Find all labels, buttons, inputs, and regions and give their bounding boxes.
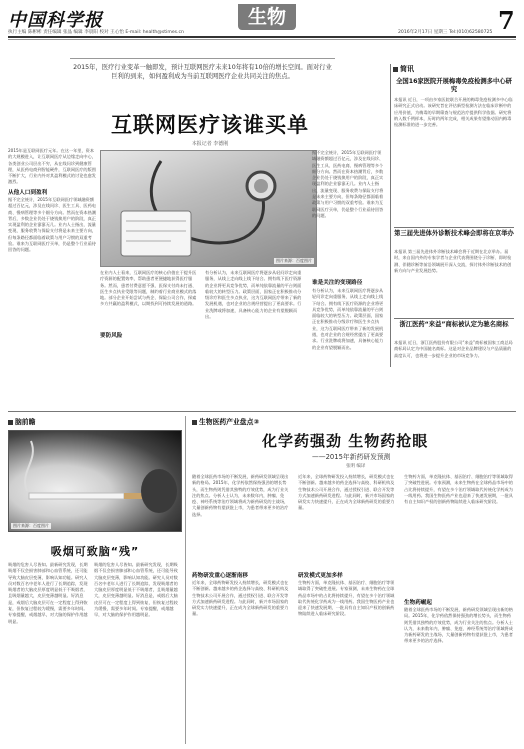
lower-main-subhead-2: 研发模式更加多样 xyxy=(298,573,343,579)
square-bullet-icon xyxy=(192,420,197,425)
sidebar-item-text-2: 本报讯 第三届先进体外诊断技术峰会将于近期在北京举办。届时，来自国内外的专家学者与企业代表将围绕分子诊断、即时检测、伴随诊断等前沿领域展开深入交流，探讨体外诊断技术的创新方向与产业发展趋势。 xyxy=(394,249,512,273)
feature-col1-text: 2015年是互联网医疗元年。在这一年里，资本的大规模进入，让互联网医疗从边缘走向中心，各类创业公司层出不穷，从在线问诊到健康管理，从医药电商到智能硬件，互联网医疗的版图不断扩大，行业内外对其盈利模式的讨论也愈发激烈。 xyxy=(8,148,96,185)
header-rule xyxy=(8,36,516,38)
section-tab: 生物 xyxy=(238,4,296,30)
feature-photo-stethoscope xyxy=(100,150,317,267)
lower-main-subtitle: ——2015年新药研发预测 xyxy=(312,453,391,461)
lower-main-col3b-text: 随着全球医药市场的不断发展，新药研发领域呈现出新的格局。2015年，化学药依然保持强劲的增长势头，而生物药则凭借其独特的疗效优势，成为行业关注的焦点。分析人士认为，未来数年内，肿瘤、免疫、神经系统等治疗领域将成为新药研发的主战场，大量创新药物有望获批上市，为患者带来更多的治疗选择。 xyxy=(404,607,513,644)
lower-left-title: 吸烟可致脑“残” xyxy=(50,545,140,558)
square-bullet-icon xyxy=(8,420,13,425)
lower-main-section-text: 生物医药产业盘点③ xyxy=(199,418,260,426)
lower-main-title: 化学药强劲 生物药抢眼 xyxy=(262,432,429,450)
lower-left-photo-caption: 图片来源：百度图片 xyxy=(13,523,49,528)
sidebar-heading-text: 简讯 xyxy=(400,65,414,73)
lower-left-section xyxy=(8,416,35,426)
sidebar-divider xyxy=(394,318,514,319)
header-rule-thin xyxy=(8,39,516,40)
lower-main-col2-text: 近年来，全球药物研发投入持续增长，研发模式也在不断创新。越来越多的药企选择与高校、科研机构及生物技术公司开展合作，通过授权引进、联合开发等方式加速新药研发进程。与此同时，新兴市场国家的研发实力快速提升，正在成为全球新药研发的重要力量。 xyxy=(298,474,395,511)
lower-main-col1-text: 随着全球医药市场的不断发展，新药研发领域呈现出新的格局。2015年，化学药依然保持强劲的增长势头，而生物药则凭借其独特的疗效优势，成为行业关注的焦点。分析人士认为，未来数年内，肿瘤、免疫、神经系统等治疗领域将成为新药研发的主战场，大量创新药物有望获批上市，为患者带来更多的治疗选择。 xyxy=(192,474,289,517)
header-left-meta: 执行主编 陈彬彬 责任编辑 张晶 编辑 李晨阳 校对 王心怡 E-mail: health@stimes.cn xyxy=(8,30,184,35)
feature-title: 互联网医疗该谁买单 xyxy=(111,113,309,137)
sidebar-item-text-3: 本报讯 近日，浙江医药股份有限公司“来益”商标被国家工商总局商标局认定为中国驰名商标。这是对企业品牌建设与产品质量的高度认可，也将进一步提升企业的市场竞争力。 xyxy=(394,340,513,358)
sidebar-item-text-1: 本报讯 近日，一项由多家医院联合开展的梅毒免疫检测多中心临床研究正式启动。该研究旨在评估新型检测方法在临床诊断中的应用价值，为梅毒的早期筛查与规范治疗提供科学依据。研究将纳入数千例样本，历时约两年完成，相关成果有望推动国内梅毒检测标准的进一步完善。 xyxy=(394,97,513,128)
lower-main-col2b-text: 生物药方面，单克隆抗体、基因治疗、细胞治疗等领域取得了突破性进展。专家预测，未来生物药在全球药品市场中的占比将持续提升，有望在多个治疗领域取代传统化学药成为一线用药。我国生物医药产业也迎来了快速发展期，一批具有自主知识产权的创新药物陆续进入临床研究阶段。 xyxy=(298,580,395,617)
feature-col4-text: 据不完全统计，2015年互联网医疗领域融资额超过百亿元，涉及在线问诊、医生工具、医药电商、慢病管理等多个细分方向。然而在资本热潮背后，多数企业仍处于烧钱换用户的阶段，真正实现盈利的企业寥寥无几。业内人士指出，流量变现、服务收费与保险支付将是未来主要方向，但每条路径都面临着政策与用户习惯的双重考验。谁来为互联网医疗买单，仍是整个行业亟待回答的问题。 xyxy=(312,150,384,218)
feature-photo-caption: 图片来源：百度图片 xyxy=(276,258,312,263)
sidebar-item-title-1: 全国16家医院开展梅毒免疫检测多中心研究 xyxy=(396,78,512,93)
lower-main-col1b-text: 近年来，全球药物研发投入持续增长，研发模式也在不断创新。越来越多的药企选择与高校、科研机构及生物技术公司开展合作，通过授权引进、联合开发等方式加速新药研发进程。与此同时，新兴市场国家的研发实力快速提升，正在成为全球新药研发的重要力量。 xyxy=(192,580,289,617)
lower-main-section xyxy=(192,416,259,426)
feature-subhead-2: 谁是关注的变现路径 xyxy=(312,280,363,286)
square-bullet-icon xyxy=(393,67,398,72)
masthead: 中国科学报 xyxy=(8,10,103,31)
stethoscope-icon xyxy=(101,151,316,266)
lower-main-subhead-3: 生物药崛起 xyxy=(404,600,432,606)
lead-rule xyxy=(70,58,335,59)
page-number: 7 xyxy=(498,6,515,35)
feature-col2-text: 在业内人士看来，互联网医疗的核心价值在于提升医疗资源的配置效率，帮助患者更便捷地获得医疗服务。然而，患者付费意愿不强、医保支付尚未打通、医生多点执业受限等问题，制约着行业商业模式的落地。部分企业开始尝试与药企、保险公司合作，探索多方共赢的盈利模式，以期找到可持续发展的道路。 xyxy=(100,270,197,307)
feature-subhead-1: 从他人口到盈利 xyxy=(8,190,48,196)
lower-main-col3-text: 生物药方面，单克隆抗体、基因治疗、细胞治疗等领域取得了突破性进展。专家预测，未来生物药在全球药品市场中的占比将持续提升，有望在多个治疗领域取代传统化学药成为一线用药。我国生物医药产业也迎来了快速发展期，一批具有自主知识产权的创新药物陆续进入临床研究阶段。 xyxy=(404,474,513,505)
cigarette-photo xyxy=(8,430,182,532)
sidebar-item-title-2: 第三届先进体外诊断技术峰会即将在京举办 xyxy=(394,230,514,237)
feature-lead: 2015年，医疗行业变革一触即发，预计互联网医疗未来10年将有10倍的增长空间。面对行业巨利的到来，如何盈利成为当前互联网医疗企业共同关注的焦点。 xyxy=(73,64,332,80)
feature-col4b-text: 有分析认为，未来互联网医疗将逐步从轻问诊走向重服务，从线上走向线上线下结合。拥有线下医疗资源的企业将更具竞争优势，而单纯依靠流量的平台则面临较大的转型压力。政策层面，国家正在积极推动分级诊疗和医生多点执业，这为互联网医疗带来了新的发展机遇，也对企业的合规经营提出了更高要求。行业洗牌或将加速，具备核心能力的企业有望脱颖而出。 xyxy=(312,288,384,350)
feature-subhead-3: 要防风险 xyxy=(100,333,123,339)
lower-main-subhead-1: 药物研发重心逐渐南移 xyxy=(192,573,248,579)
sidebar-divider xyxy=(394,227,514,228)
sidebar-item-title-3: 浙江医药“来益”商标被认定为驰名商标 xyxy=(399,321,509,328)
lower-left-section-text: 脑前瞻 xyxy=(15,418,36,426)
section-divider xyxy=(8,411,516,412)
lower-left-text-b: 吸烟的危害人尽皆知。最新研究发现，长期吸烟不仅会损害肺部和心血管系统，还可能导致大脑皮层变薄，影响认知功能。研究人员对数百名中老年人进行了长期追踪，发现吸烟者的大脑皮层厚度明显低于不吸烟者，且吸烟量越大，皮层变薄越明显。好消息是，戒烟后大脑皮层可在一定程度上得到恢复，但恢复过程较为缓慢，需要多年时间。专家提醒，戒烟越早，对大脑的保护作用越明显。 xyxy=(94,562,178,618)
feature-col3-text: 有分析认为，未来互联网医疗将逐步从轻问诊走向重服务，从线上走向线上线下结合。拥有线下医疗资源的企业将更具竞争优势，而单纯依靠流量的平台则面临较大的转型压力。政策层面，国家正在积极推动分级诊疗和医生多点执业，这为互联网医疗带来了新的发展机遇，也对企业的合规经营提出了更高要求。行业洗牌或将加速，具备核心能力的企业有望脱颖而出。 xyxy=(205,270,302,320)
sidebar-heading xyxy=(393,64,414,74)
feature-byline: 本报记者 李德刚 xyxy=(191,141,229,147)
lower-left-text-a: 吸烟的危害人尽皆知。最新研究发现，长期吸烟不仅会损害肺部和心血管系统，还可能导致大脑皮层变薄，影响认知功能。研究人员对数百名中老年人进行了长期追踪，发现吸烟者的大脑皮层厚度明显低于不吸烟者，且吸烟量越大，皮层变薄越明显。好消息是，戒烟后大脑皮层可在一定程度上得到恢复，但恢复过程较为缓慢，需要多年时间。专家提醒，戒烟越早，对大脑的保护作用越明显。 xyxy=(8,562,88,624)
lower-main-byline: 张明 编译 xyxy=(346,464,366,469)
header-right-meta: 2016年2月17日 星期三 Tel:(010)62580725 xyxy=(398,30,493,35)
column-divider xyxy=(185,416,186,744)
cigarette-icon xyxy=(9,431,181,531)
feature-col1b-text: 据不完全统计，2015年互联网医疗领域融资额超过百亿元，涉及在线问诊、医生工具、医药电商、慢病管理等多个细分方向。然而在资本热潮背后，多数企业仍处于烧钱换用户的阶段，真正实现盈利的企业寥寥无几。业内人士指出，流量变现、服务收费与保险支付将是未来主要方向，但每条路径都面临着政策与用户习惯的双重考验。谁来为互联网医疗买单，仍是整个行业亟待回答的问题。 xyxy=(8,197,96,253)
